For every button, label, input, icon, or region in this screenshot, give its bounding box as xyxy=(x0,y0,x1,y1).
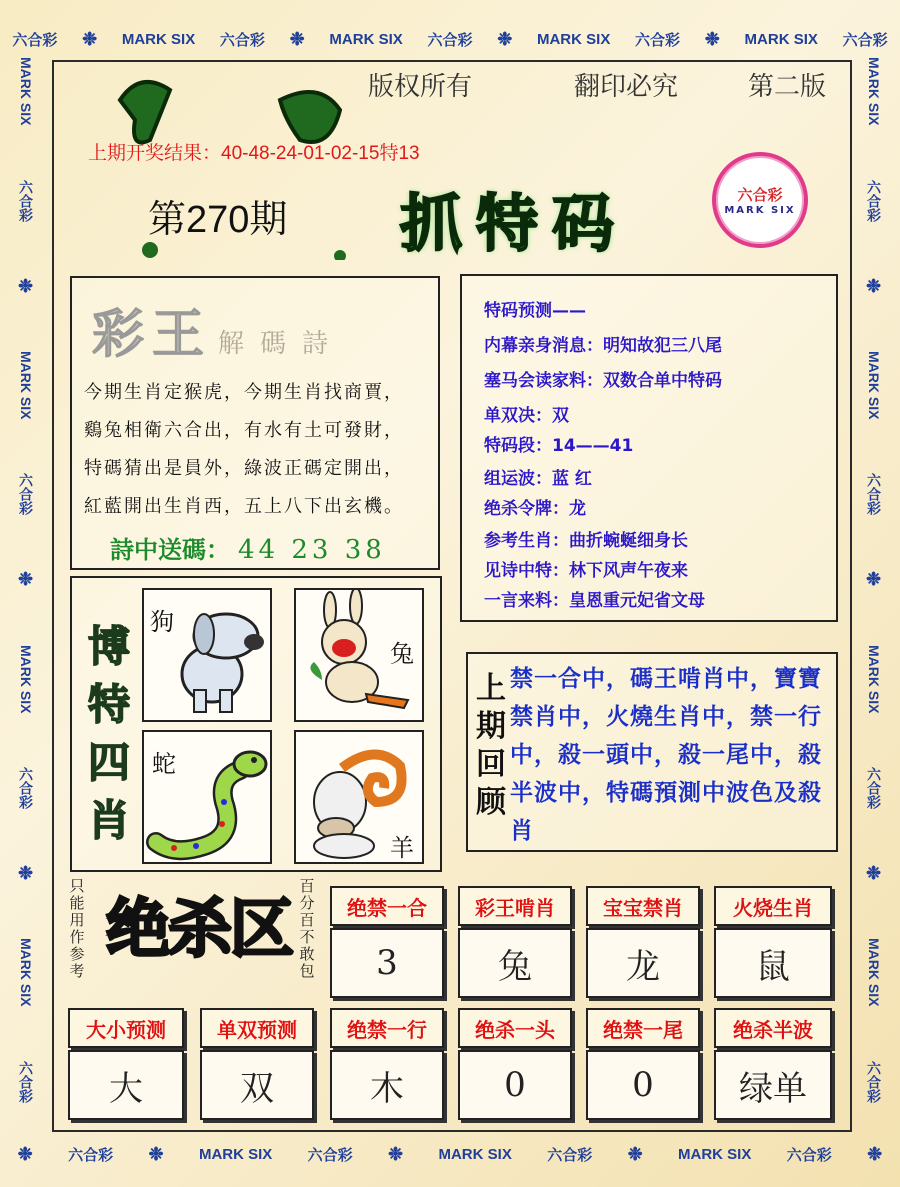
kill-header: 绝禁一行 xyxy=(330,1008,444,1048)
logo-english: MARK SIX xyxy=(724,205,796,216)
note-char: 包 xyxy=(299,962,315,980)
copyright-text: 版权所有 xyxy=(368,72,473,102)
border-unit: 六合彩 xyxy=(18,473,34,516)
edition-text: 第二版 xyxy=(748,72,827,102)
prediction-label: 塞马会读家料： xyxy=(484,371,603,391)
logo-chinese: 六合彩 xyxy=(737,186,783,204)
kill-value: 0 xyxy=(458,1050,572,1120)
border-unit: MARK SIX xyxy=(866,350,882,420)
prediction-header: 特码预测—— xyxy=(484,301,586,321)
border-unit: MARK SIX xyxy=(866,57,882,126)
note-char: 考 xyxy=(69,962,85,980)
kill-value: 兔 xyxy=(458,928,572,998)
prediction-value: 蓝 红 xyxy=(552,469,592,489)
poem-title-main: 彩王 xyxy=(92,304,213,365)
vertical-char: 上 xyxy=(476,671,506,706)
zodiac-name: 蛇 xyxy=(152,750,176,778)
prediction-value: 林下风声午夜来 xyxy=(569,561,688,581)
kill-header: 大小预测 xyxy=(68,1008,184,1048)
prediction-item xyxy=(484,366,722,391)
prediction-value: 14——41 xyxy=(552,436,634,456)
border-unit: 六合彩 xyxy=(427,31,473,49)
kill-value: 鼠 xyxy=(714,928,832,998)
border-unit: MARK SIX xyxy=(744,30,818,48)
vertical-char: 博 xyxy=(87,622,130,671)
right-note xyxy=(298,878,316,980)
vertical-char: 特 xyxy=(87,680,130,729)
border-unit: MARK SIX xyxy=(18,938,34,1007)
border-unit: MARK SIX xyxy=(18,350,34,420)
zodiac-cell-rabbit xyxy=(294,588,424,722)
kill-header: 宝宝禁肖 xyxy=(586,886,700,926)
kill-header: 绝禁一尾 xyxy=(586,1008,700,1048)
poem-line: 紅藍開出生肖西，五上八下出玄機。 xyxy=(84,496,404,517)
prediction-item xyxy=(484,401,569,426)
flower-icon: ❉ xyxy=(864,275,884,297)
vertical-char: 四 xyxy=(87,738,130,787)
kill-header: 绝杀半波 xyxy=(714,1008,832,1048)
border-unit: 六合彩 xyxy=(18,767,34,810)
kill-value: 绿单 xyxy=(714,1050,832,1120)
note-char: 参 xyxy=(69,945,85,963)
prediction-value: 双 xyxy=(552,406,569,426)
left-border xyxy=(8,30,44,1130)
kill-zone-label: 绝杀区 xyxy=(106,893,292,967)
poem-code xyxy=(110,530,386,565)
note-char: 只 xyxy=(69,877,85,895)
vertical-char: 期 xyxy=(476,709,506,744)
kill-value: 大 xyxy=(68,1050,184,1120)
flower-icon: ❉ xyxy=(388,1143,404,1164)
bottom-border xyxy=(0,1135,900,1173)
border-unit: MARK SIX xyxy=(438,1145,512,1163)
note-char: 百 xyxy=(299,877,315,895)
border-unit: 六合彩 xyxy=(866,1060,882,1103)
prediction-label: 参考生肖： xyxy=(484,531,569,551)
top-border xyxy=(0,20,900,58)
prediction-value: 龙 xyxy=(569,499,586,519)
note-char: 敢 xyxy=(299,945,315,963)
zodiac-box xyxy=(70,576,442,872)
note-char: 百 xyxy=(299,911,315,929)
prediction-item xyxy=(484,556,688,581)
note-char: 分 xyxy=(299,894,315,912)
zodiac-name: 羊 xyxy=(390,834,414,862)
flower-icon: ❉ xyxy=(627,1143,643,1164)
poem-line: 鷄兔相衛六合出，有水有土可發財， xyxy=(84,420,404,441)
kill-header: 绝杀一头 xyxy=(458,1008,572,1048)
poem-title-sub: 解碼詩 xyxy=(218,329,345,359)
border-unit: MARK SIX xyxy=(866,938,882,1007)
prediction-box xyxy=(460,274,838,622)
border-unit: 六合彩 xyxy=(12,31,58,49)
prediction-label: 一言来料： xyxy=(484,591,569,611)
kill-header: 绝禁一合 xyxy=(330,886,444,926)
prediction-label: 内幕亲身消息： xyxy=(484,336,603,356)
prediction-label: 见诗中特： xyxy=(484,561,569,581)
prediction-value: 曲折蜿蜒细身长 xyxy=(569,531,688,551)
prediction-value: 明知故犯三八尾 xyxy=(603,336,722,356)
flower-icon: ❉ xyxy=(17,1143,33,1164)
kill-value: 龙 xyxy=(586,928,700,998)
border-unit: 六合彩 xyxy=(18,1060,34,1103)
poem-title xyxy=(92,292,344,367)
border-unit: 六合彩 xyxy=(547,1146,593,1164)
border-unit: 六合彩 xyxy=(866,473,882,516)
prediction-item xyxy=(484,494,586,519)
kill-value: 木 xyxy=(330,1050,444,1120)
border-unit: 六合彩 xyxy=(68,1146,114,1164)
last-draw-result: 上期开奖结果：40-48-24-01-02-15特13 xyxy=(88,143,420,164)
kill-header: 彩王啃肖 xyxy=(458,886,572,926)
flower-icon: ❉ xyxy=(16,569,36,591)
no-reprint-text: 翻印必究 xyxy=(574,72,679,102)
border-unit: MARK SIX xyxy=(198,1145,273,1163)
zodiac-name: 兔 xyxy=(390,640,414,668)
prediction-item xyxy=(484,331,722,356)
vertical-char: 顾 xyxy=(476,785,506,820)
border-unit: MARK SIX xyxy=(18,644,34,713)
kill-value: 0 xyxy=(586,1050,700,1120)
left-note xyxy=(68,878,86,980)
mark-six-logo xyxy=(712,152,808,248)
kill-header: 火烧生肖 xyxy=(714,886,832,926)
last-review-title xyxy=(474,670,508,822)
border-unit: MARK SIX xyxy=(678,1145,752,1163)
prediction-label: 绝杀令牌： xyxy=(484,499,569,519)
zodiac-cell-dog xyxy=(142,588,272,722)
flower-icon: ❉ xyxy=(704,28,720,49)
border-unit: 六合彩 xyxy=(866,179,882,222)
border-unit: MARK SIX xyxy=(866,644,882,713)
flower-icon: ❉ xyxy=(16,863,36,885)
border-unit: 六合彩 xyxy=(219,31,265,49)
prediction-item xyxy=(484,431,633,456)
border-unit: MARK SIX xyxy=(18,57,34,126)
poem-line: 特碼猜出是員外，綠波正碼定開出， xyxy=(84,458,404,479)
border-unit: 六合彩 xyxy=(18,179,34,222)
page-title: 抓特码 xyxy=(400,187,629,260)
vertical-char: 回 xyxy=(476,747,506,782)
note-char: 作 xyxy=(69,928,85,946)
note-char: 能 xyxy=(69,894,85,912)
poem-code-numbers: 44 23 38 xyxy=(238,535,386,565)
border-unit: 六合彩 xyxy=(307,1146,353,1164)
border-unit: MARK SIX xyxy=(121,30,196,48)
prediction-item xyxy=(484,586,705,611)
kill-value: 双 xyxy=(200,1050,314,1120)
prediction-value: 皇恩重元妃省文母 xyxy=(569,591,705,611)
note-char: 不 xyxy=(299,928,315,946)
flower-icon: ❉ xyxy=(497,28,513,49)
note-char: 用 xyxy=(69,911,85,929)
prediction-value: 双数合单中特码 xyxy=(603,371,722,391)
right-border xyxy=(856,30,892,1130)
flower-icon: ❉ xyxy=(289,28,305,49)
prediction-label: 单双决： xyxy=(484,406,552,426)
prediction-item xyxy=(484,526,688,551)
border-unit: 六合彩 xyxy=(866,767,882,810)
kill-value: 3 xyxy=(330,928,444,998)
last-review-text: 禁一合中，碼王啃肖中，寶寶禁肖中，火燒生肖中，禁一行中，殺一頭中，殺一尾中，殺半波中，特碼預測中波色及殺肖 xyxy=(510,666,822,844)
issue-number: 第270期 xyxy=(148,199,288,241)
border-unit: MARK SIX xyxy=(536,30,611,48)
poem-box xyxy=(70,276,440,570)
flower-icon: ❉ xyxy=(148,1143,164,1164)
prediction-item xyxy=(484,464,592,489)
zodiac-cell-snake xyxy=(142,730,272,864)
zodiac-name: 狗 xyxy=(150,608,174,636)
flower-icon: ❉ xyxy=(82,28,98,49)
flower-icon: ❉ xyxy=(16,275,36,297)
border-unit: 六合彩 xyxy=(842,31,888,49)
vertical-char: 肖 xyxy=(87,796,130,845)
zodiac-cell-goat xyxy=(294,730,424,864)
zodiac-vertical-title xyxy=(82,618,136,850)
border-unit: 六合彩 xyxy=(786,1146,832,1164)
border-unit: MARK SIX xyxy=(329,30,403,48)
flower-icon: ❉ xyxy=(867,1143,883,1164)
border-unit: 六合彩 xyxy=(635,31,681,49)
flower-icon: ❉ xyxy=(864,863,884,885)
last-review-box xyxy=(466,652,838,852)
flower-icon: ❉ xyxy=(864,569,884,591)
prediction-label: 组运波： xyxy=(484,469,552,489)
poem-code-label: 詩中送碼： xyxy=(110,535,230,564)
poem-line: 今期生肖定猴虎，今期生肖找商賈， xyxy=(84,382,404,403)
kill-header: 单双预测 xyxy=(200,1008,314,1048)
prediction-label: 特码段： xyxy=(484,436,552,456)
